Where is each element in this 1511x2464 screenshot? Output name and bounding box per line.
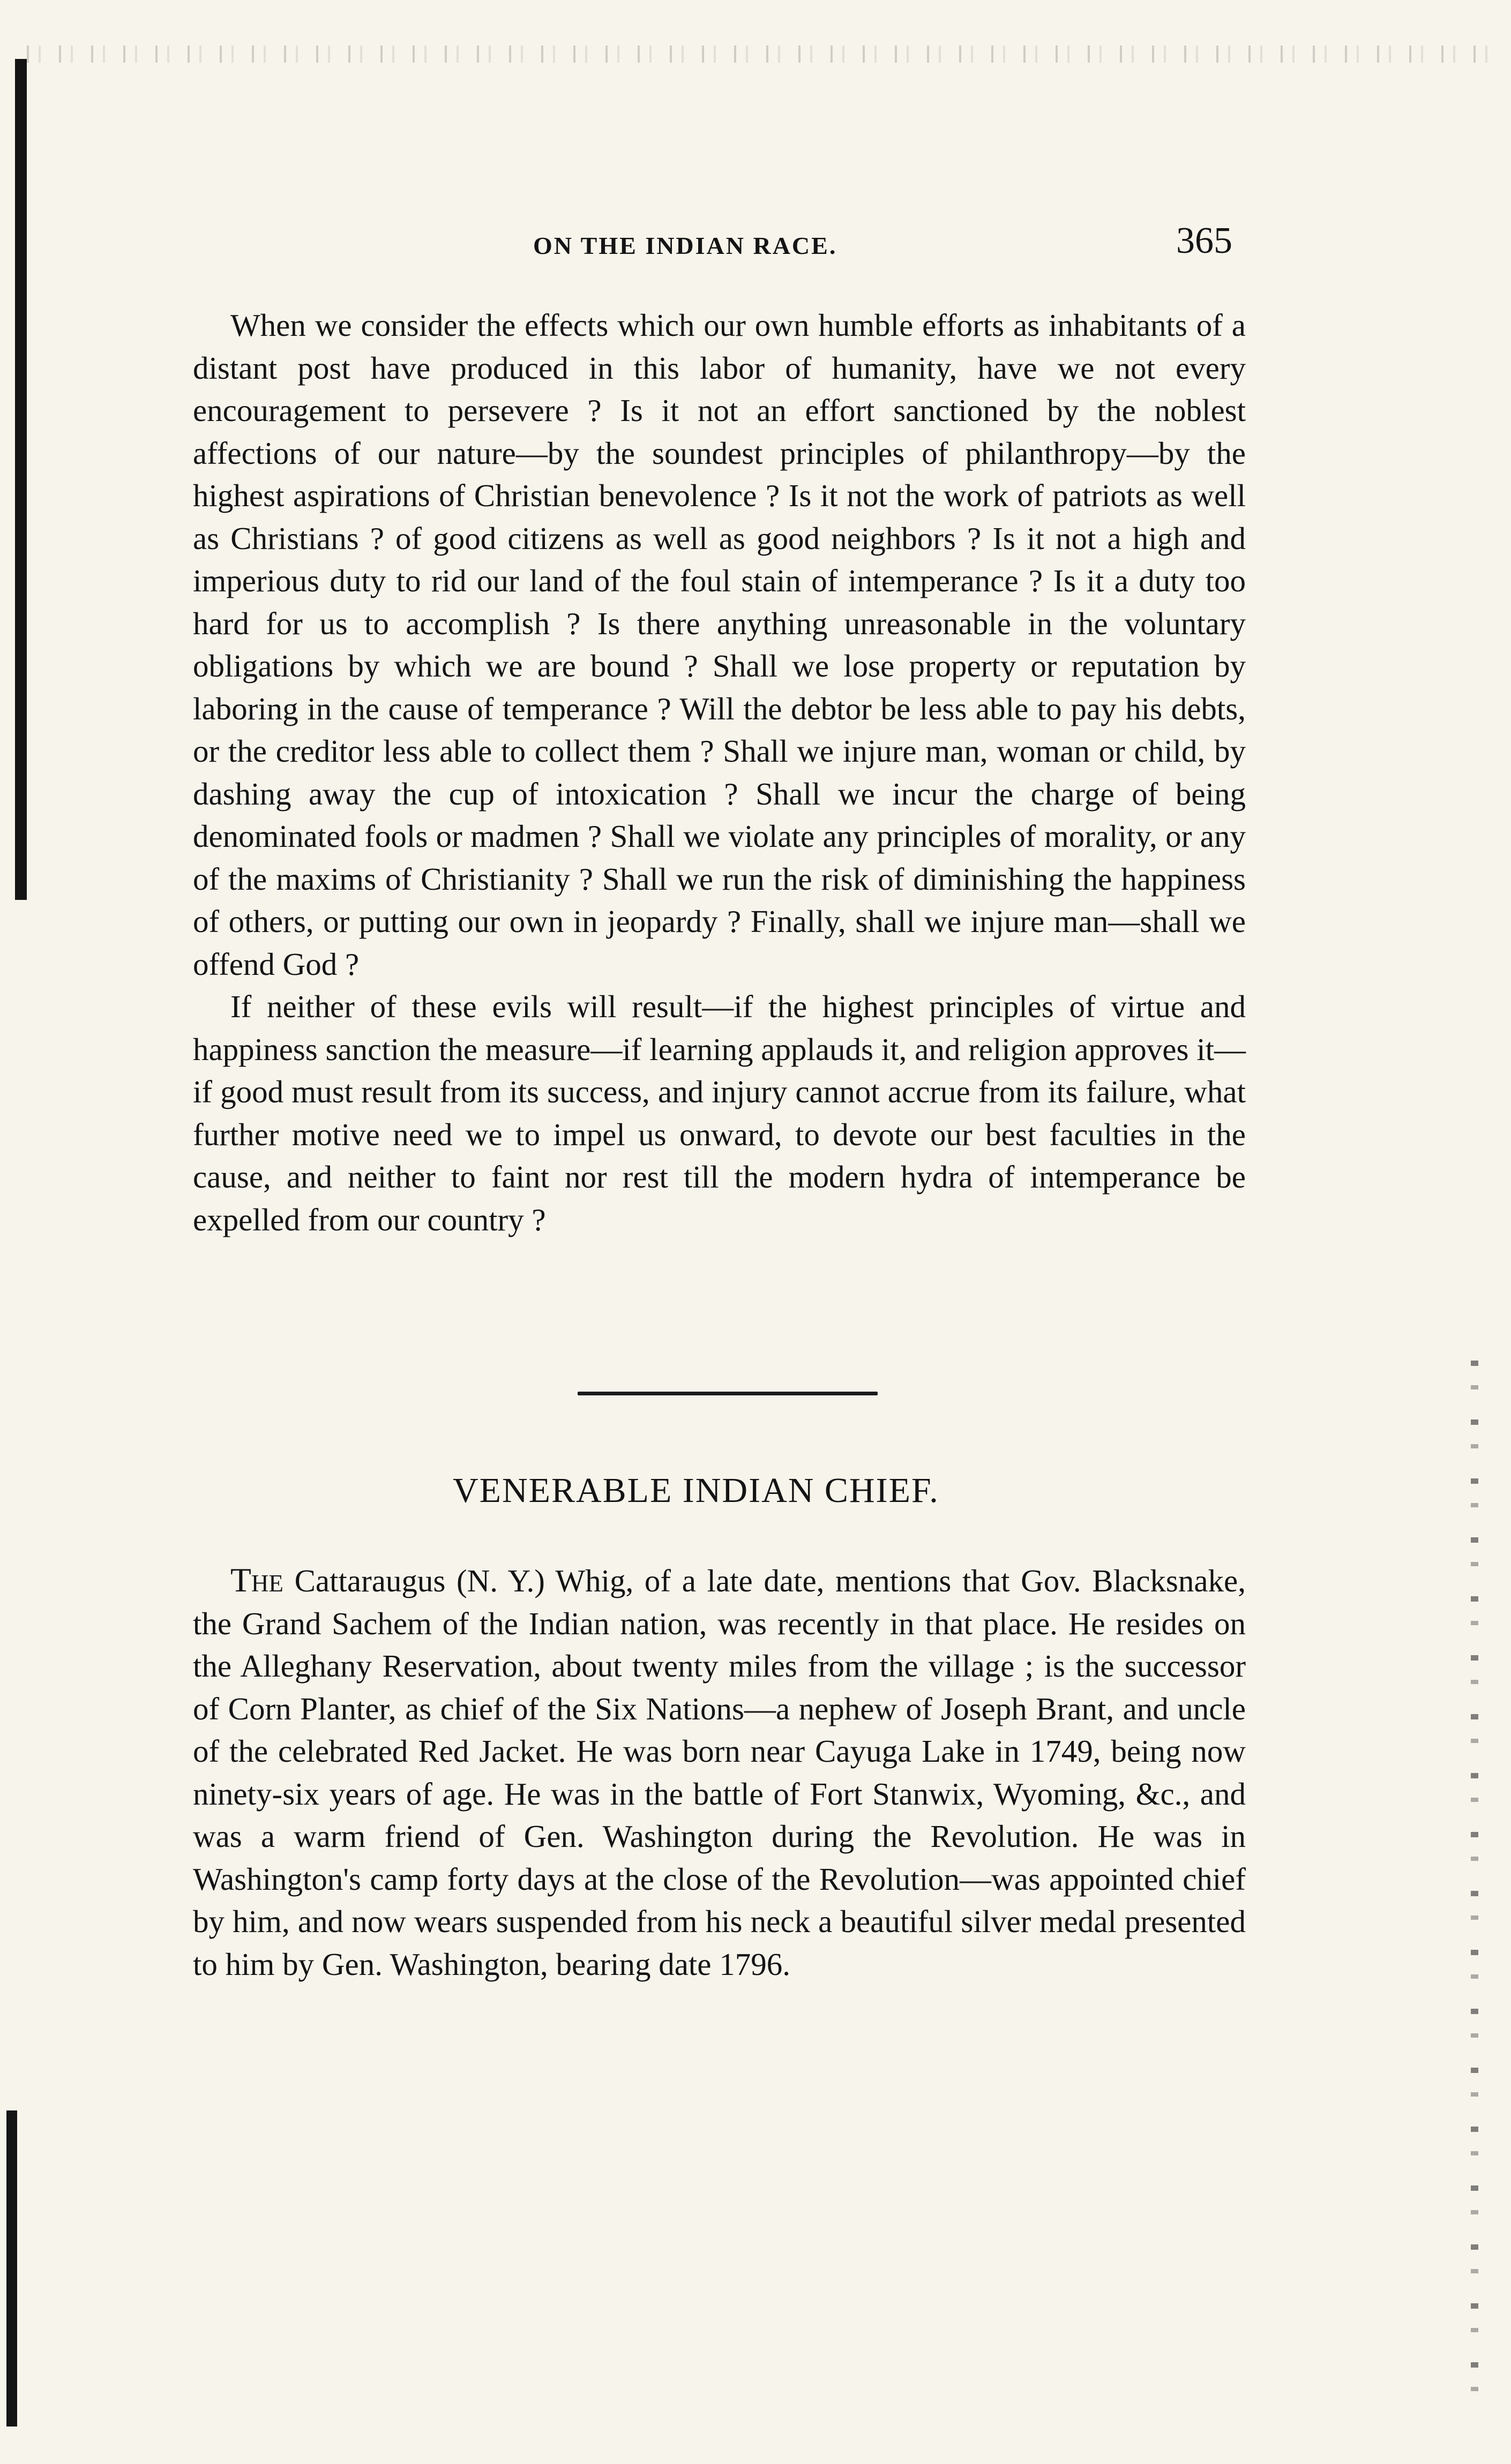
page-number: 365: [1176, 220, 1232, 261]
lead-word: The: [230, 1561, 283, 1599]
paragraph: When we consider the effects which our own humble efforts as inhabitants of a distant post have produced in this labor of humanity, have we not every encouragement to persevere ? Is it not an effort sanctioned by the noblest affections of our nature—by the soundest principles of philanthropy—by the highest aspirations of Christian benevolence ? Is it not the work of patriots as well as Christians ? of good citizens as well as good neighbors ? Is it not a high and imperious duty to rid our land of the foul stain of intemperance ? Is it a duty too hard for us to accomplish ? Is there anything unreasonable in the voluntary obligations by which we are bound ? Shall we lose property or reputation by laboring in the cause of temperance ? Will the debtor be less able to pay his debts, or the creditor less able to collect them ? Shall we injure man, woman or child, by dashing away the cup of intoxication ? Shall we incur the charge of being denominated fools or madmen ? Shall we violate any principles of morality, or any of the maxims of Christianity ? Shall we run the risk of diminishing the happiness of others, or putting our own in jeopardy ? Finally, shall we injure man—shall we offend God ?: [193, 307, 1246, 982]
article-text: [193, 1559, 1246, 1986]
paragraph: [193, 1559, 1246, 1986]
running-header: ON THE INDIAN RACE.: [533, 232, 837, 259]
section-divider: [578, 1392, 878, 1395]
scan-noise: [27, 46, 1495, 63]
scan-noise: [1471, 1361, 1478, 2405]
article-title: VENERABLE INDIAN CHIEF.: [453, 1471, 939, 1510]
essay-text: [193, 304, 1246, 1241]
article-body: Cattaraugus (N. Y.) Whig, of a late date, mentions that Gov. Blacksnake, the Grand Sachem of the Indian nation, was recently in that place. He resides on the Alleghany Reservation, about twenty miles from the village ; is the successor of Corn Planter, as chief of the Six Nations—a nephew of Joseph Brant, and uncle of the celebrated Red Jacket. He was born near Cayuga Lake in 1749, being now ninety-six years of age. He was in the battle of Fort Stanwix, Wyoming, &c., and was a warm friend of Gen. Washington during the Revolution. He was in Washington's camp forty days at the close of the Revolution—was appointed chief by him, and now wears suspended from his neck a beautiful silver medal presented to him by Gen. Washington, bearing date 1796.: [193, 1563, 1246, 1982]
paragraph: If neither of these evils will result—if the highest principles of virtue and happiness sanction the measure—if learning applauds it, and religion approves it—if good must result from its success, and injury cannot accrue from its failure, what further motive need we to impel us onward, to devote our best faculties in the cause, and neither to faint nor rest till the modern hydra of intemperance be expelled from our country ?: [193, 989, 1246, 1237]
scan-edge-shadow: [15, 59, 27, 900]
scan-edge-shadow: [6, 2110, 17, 2427]
